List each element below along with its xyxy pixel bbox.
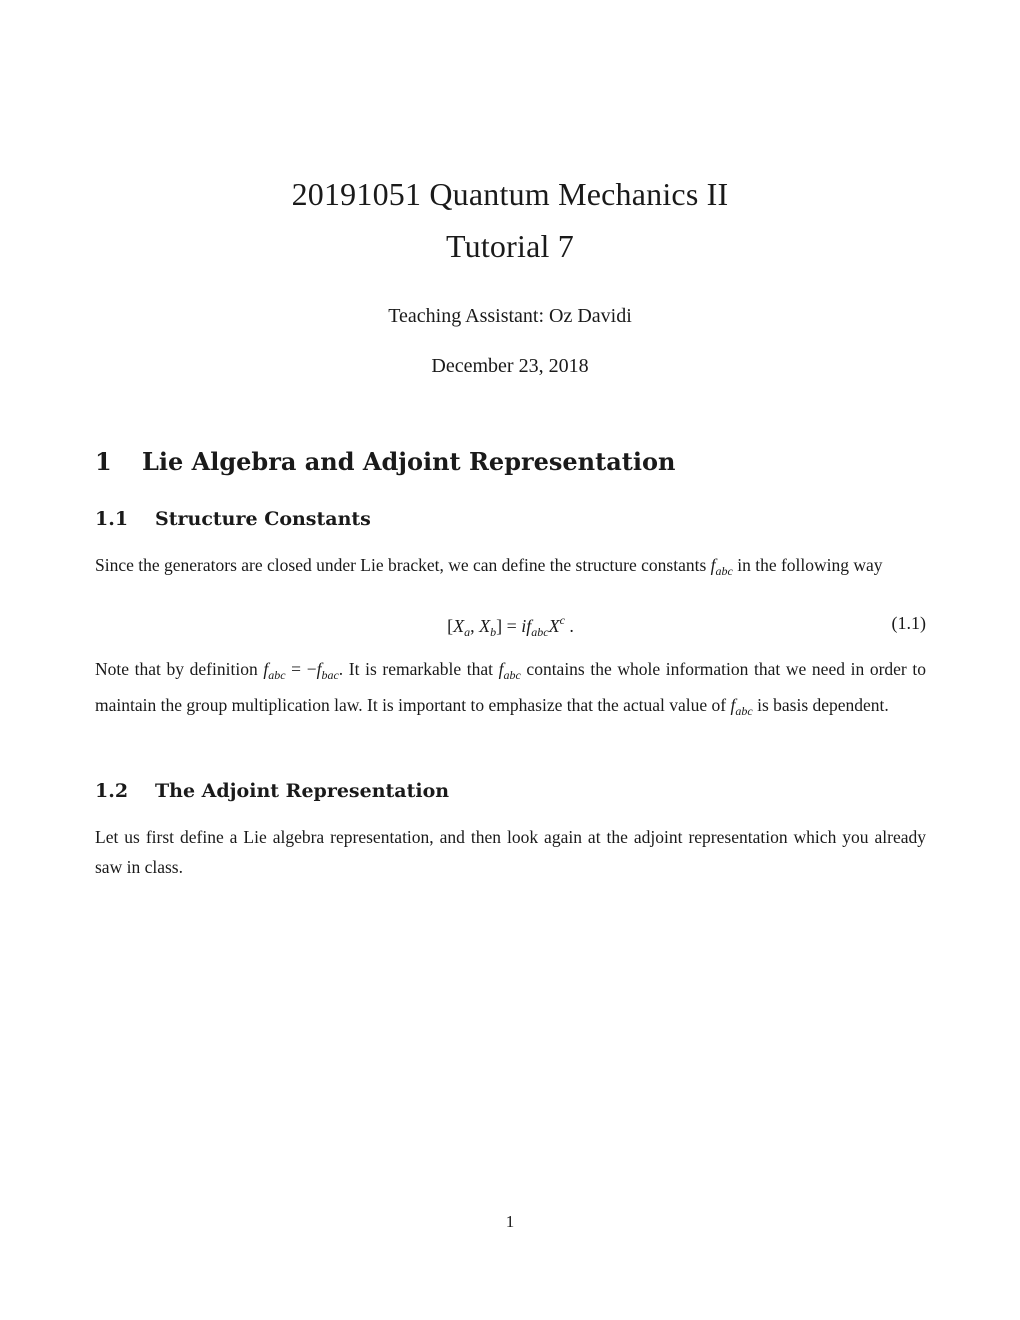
paragraph-text: is basis dependent. bbox=[752, 695, 889, 715]
subsection-heading bbox=[95, 508, 371, 530]
math-antisymmetry: $f_{abc} = -f_{bac}$ bbox=[263, 659, 339, 682]
paragraph-adjoint: Let us first define a Lie algebra representation, and then look again at the adjoint representation which you already saw in class. bbox=[95, 827, 926, 877]
title-line-course: 20191051 Quantum Mechanics II bbox=[291, 176, 729, 212]
equation-1-1 bbox=[95, 613, 926, 643]
subsection-number: 1.1 bbox=[95, 508, 129, 530]
math-f-abc: $f_{abc}$ bbox=[710, 555, 733, 578]
title-line-tutorial: Tutorial 7 bbox=[446, 228, 574, 264]
paragraph-structure-constants bbox=[95, 550, 926, 586]
document-title bbox=[0, 168, 1020, 272]
equation-number: (1.1) bbox=[891, 613, 926, 633]
paragraph-text: in the following way bbox=[732, 555, 883, 575]
paragraph-text: Note that by definition bbox=[95, 659, 264, 679]
math-f-abc: $f_{abc}$ bbox=[730, 695, 753, 718]
author-line: Teaching Assistant: Oz Davidi bbox=[388, 305, 632, 327]
date-line: December 23, 2018 bbox=[431, 355, 589, 377]
section-title: Lie Algebra and Adjoint Representation bbox=[142, 447, 676, 476]
page-number: 1 bbox=[505, 1212, 515, 1231]
equation-body: [$X_a$, $X_b] = if_{abc}X^c$ . bbox=[447, 613, 574, 639]
paragraph-definition-note bbox=[95, 654, 926, 726]
paragraph-text: . It is remarkable that bbox=[338, 659, 499, 679]
section-heading bbox=[95, 447, 675, 476]
paragraph-text: contains the whole information that we need in order to maintain the group multiplication law. It is important to emphasize that the actual value of bbox=[95, 659, 927, 715]
subsection-title: The Adjoint Representation bbox=[155, 780, 450, 802]
paragraph-text: Since the generators are closed under Lie bracket, we can define the structure constants bbox=[95, 555, 711, 575]
subsection-heading bbox=[95, 780, 449, 802]
subsection-title: Structure Constants bbox=[155, 508, 371, 530]
subsection-number: 1.2 bbox=[95, 780, 129, 802]
math-f-abc: $f_{abc}$ bbox=[498, 659, 521, 682]
section-number: 1 bbox=[95, 447, 112, 476]
